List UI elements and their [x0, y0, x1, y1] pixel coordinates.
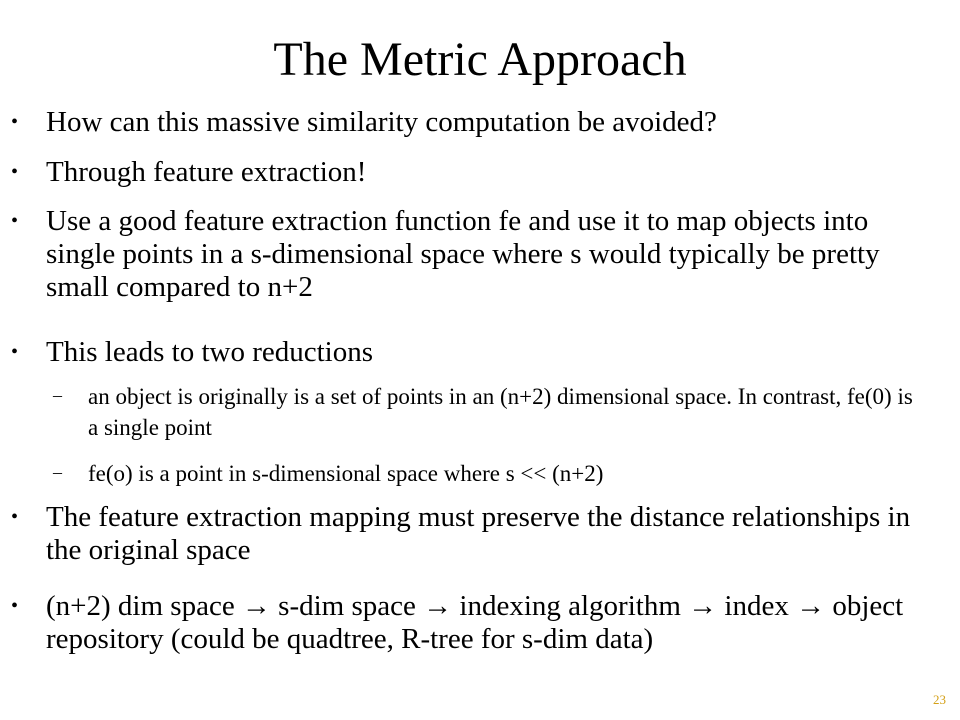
bullet-icon: •	[11, 595, 19, 617]
dash-icon: –	[53, 462, 62, 482]
page-number: 23	[933, 692, 946, 707]
bullet-text: The feature extraction mapping must preserve the distance relationships in the original space	[46, 501, 911, 566]
bullet-icon: •	[11, 341, 19, 363]
bullet-text: Use a good feature extraction function fe and use it to map objects into single points in a s-dimensional space where s would typically be pretty small compared to n+2	[46, 205, 880, 303]
bullet-text: How can this massive similarity computation be avoided?	[46, 106, 717, 138]
dash-icon: –	[53, 385, 62, 405]
sub-bullet-text: an object is originally is a set of points in an (n+2) dimensional space. In contrast, fe(0) is a single point	[88, 384, 913, 440]
bullet-icon: •	[11, 506, 19, 528]
bullet-text: (n+2) dim space → s-dim space → indexing algorithm → index → object repository (could be quadtree, R-tree for s-dim data)	[46, 590, 904, 655]
sub-bullet-text: fe(o) is a point in s-dimensional space where s << (n+2)	[88, 461, 604, 486]
bullet-text: Through feature extraction!	[46, 156, 367, 188]
bullet-text: This leads to two reductions	[46, 336, 374, 368]
slide-title: The Metric Approach	[273, 33, 687, 86]
bullet-icon: •	[11, 161, 19, 183]
bullet-icon: •	[11, 210, 19, 232]
bullet-icon: •	[11, 111, 19, 133]
